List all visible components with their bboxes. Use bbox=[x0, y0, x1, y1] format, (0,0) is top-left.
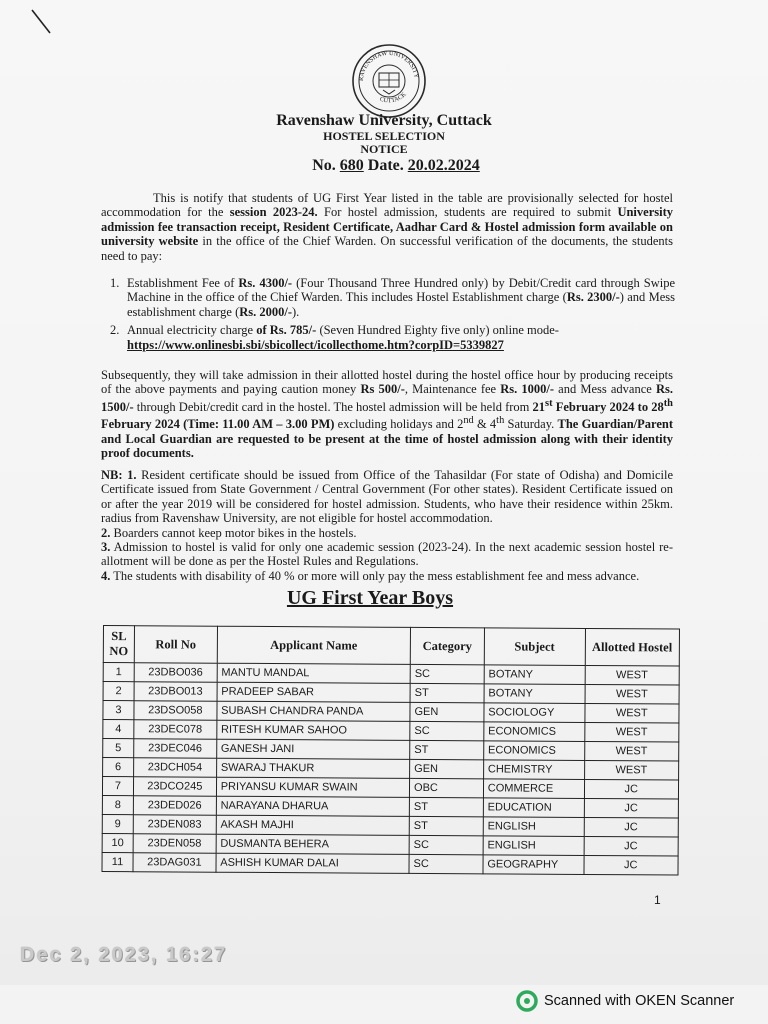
table-row bbox=[102, 852, 678, 875]
cell-subject: ECONOMICS bbox=[484, 722, 585, 742]
nb-notes bbox=[101, 468, 673, 583]
oken-logo-icon bbox=[516, 990, 538, 1012]
payment-link[interactable]: https://www.onlinesbi.sbi/sbicollect/icollecthome.htm?corpID=5339827 bbox=[127, 337, 504, 352]
cell-category: GEN bbox=[410, 702, 484, 721]
payment-item-1: 1. Establishment Fee of Rs. 4300/- (Four Thousand Three Hundred only) by Debit/Credit card through Swipe Machine in the office of the Chief Warden. This includes Hostel Establishment charge (Rs. 2300/-) and Mess establishment charge (Rs. 2000/-). bbox=[110, 276, 676, 319]
cell-hostel: WEST bbox=[585, 665, 680, 685]
cell-name: RITESH KUMAR SAHOO bbox=[217, 720, 410, 740]
cell-roll: 23DEN083 bbox=[133, 815, 216, 835]
cell-hostel: WEST bbox=[584, 741, 679, 761]
header-sl: SL NO bbox=[103, 626, 134, 663]
cell-roll: 23DEC078 bbox=[134, 720, 217, 740]
admission-paragraph: Subsequently, they will take admission in their allotted hostel during the hostel office hour by producing receipts of the above payments and paying caution money Rs 500/-, Maintenance fee Rs. 1000/- and Mess advance Rs. 1500/- through Debit/credit card in the hostel. The hostel admission will be held from 21st February 2024 to 28th February 2024 (Time: 11.00 AM – 3.00 PM) excluding holidays and 2nd & 4th Saturday. The Guardian/Parent and Local Guardian are requested to be present at the time of hostel admission along with their identity proof documents. bbox=[101, 368, 674, 461]
cell-category: SC bbox=[409, 835, 483, 854]
cell-hostel: JC bbox=[584, 798, 679, 818]
cell-sl: 5 bbox=[103, 739, 134, 758]
cell-hostel: JC bbox=[584, 836, 679, 856]
cell-sl: 7 bbox=[102, 777, 133, 796]
cell-category: ST bbox=[410, 683, 484, 702]
cell-sl: 3 bbox=[103, 701, 134, 720]
cell-hostel: WEST bbox=[584, 722, 679, 742]
notice-number: 680 bbox=[339, 157, 364, 174]
cell-roll: 23DCO245 bbox=[133, 777, 216, 797]
notice-number-line: No. 680 Date. 20.02.2024 bbox=[312, 157, 480, 174]
cell-hostel: JC bbox=[584, 817, 679, 837]
cell-hostel: WEST bbox=[585, 684, 680, 704]
cell-category: ST bbox=[410, 740, 484, 759]
svg-text:CUTTACK: CUTTACK bbox=[378, 90, 408, 105]
cell-name: GANESH JANI bbox=[216, 739, 409, 759]
cell-subject: EDUCATION bbox=[483, 798, 584, 818]
nb-item-3: 3. Admission to hostel is valid for only one academic session (2023-24). In the next academic session hostel re-allotment will be done as per the Hostel Rules and Regulations. bbox=[101, 540, 673, 569]
cell-name: PRIYANSU KUMAR SWAIN bbox=[216, 777, 409, 797]
nb-item-4: 4. The students with disability of 40 % or more will only pay the mess establishment fee and mess advance. bbox=[101, 568, 640, 583]
payment-list bbox=[110, 276, 675, 352]
scanner-watermark: Scanned with OKEN Scanner bbox=[516, 990, 734, 1012]
cell-sl: 1 bbox=[103, 663, 134, 682]
cell-subject: GEOGRAPHY bbox=[483, 855, 584, 875]
cell-subject: CHEMISTRY bbox=[483, 760, 584, 780]
intro-paragraph: This is notify that students of UG First Year listed in the table are provisionally selected for hostel accommodation for the session 2023-24. For hostel admission, students are required to submit University admission fee transaction receipt, Resident Certificate, Aadhar Card & Hostel admission form available on university website in the office of the Chief Warden. On successful verification of the documents, the students need to pay: bbox=[101, 191, 673, 263]
cell-name: AKASH MAJHI bbox=[216, 815, 409, 835]
cell-category: SC bbox=[410, 721, 484, 740]
svg-text:RAVENSHAW UNIVERSITY: RAVENSHAW UNIVERSITY bbox=[357, 49, 420, 82]
cell-name: DUSMANTA BEHERA bbox=[216, 834, 409, 854]
cell-hostel: WEST bbox=[584, 703, 679, 723]
section-title: UG First Year Boys bbox=[286, 587, 454, 609]
cell-roll: 23DEC046 bbox=[134, 739, 217, 759]
cell-sl: 8 bbox=[102, 795, 133, 814]
selection-table bbox=[101, 625, 679, 876]
header-name: Applicant Name bbox=[217, 626, 411, 664]
cell-category: SC bbox=[409, 854, 483, 873]
cell-sl: 10 bbox=[102, 833, 133, 852]
cell-name: NARAYANA DHARUA bbox=[216, 796, 409, 816]
cell-name: PRADEEP SABAR bbox=[217, 682, 410, 702]
cell-roll: 23DCH054 bbox=[134, 758, 217, 778]
header-hostel: Allotted Hostel bbox=[585, 628, 680, 666]
cell-subject: BOTANY bbox=[484, 684, 585, 704]
cell-subject: ECONOMICS bbox=[483, 741, 584, 761]
cell-hostel: JC bbox=[584, 779, 679, 799]
pen-mark-icon bbox=[30, 8, 54, 36]
cell-subject: SOCIOLOGY bbox=[484, 703, 585, 723]
cell-subject: ENGLISH bbox=[483, 836, 584, 856]
cell-roll: 23DED026 bbox=[133, 796, 216, 816]
cell-sl: 11 bbox=[102, 852, 133, 871]
cell-hostel: JC bbox=[584, 855, 679, 875]
cell-roll: 23DBO013 bbox=[134, 682, 217, 702]
cell-subject: ENGLISH bbox=[483, 817, 584, 837]
scan-timestamp: Dec 2, 2023, 16:27 bbox=[20, 944, 228, 966]
cell-subject: COMMERCE bbox=[483, 779, 584, 799]
nb-item-1: NB: 1. Resident certificate should be issued from Office of the Tahasildar (For state of Odisha) and Domicile Certificate issued from State Government / Central Government (For other states). Resident Certificate issued on or after the year 2019 will be considered for hostel admission. Students, who have their residence within 25km. radius from Ravenshaw University, are not eligible for hostel accommodation. bbox=[101, 468, 673, 526]
cell-sl: 9 bbox=[102, 814, 133, 833]
cell-name: MANTU MANDAL bbox=[217, 663, 410, 683]
university-name: Ravenshaw University, Cuttack bbox=[276, 112, 492, 129]
header-subject: Subject bbox=[484, 628, 585, 666]
cell-category: ST bbox=[409, 816, 483, 835]
cell-roll: 23DAG031 bbox=[133, 853, 216, 873]
cell-subject: BOTANY bbox=[484, 665, 585, 685]
cell-sl: 6 bbox=[103, 758, 134, 777]
cell-sl: 2 bbox=[103, 682, 134, 701]
cell-roll: 23DBO036 bbox=[134, 663, 217, 683]
page-number: 1 bbox=[654, 893, 661, 907]
header-category: Category bbox=[410, 627, 484, 664]
cell-roll: 23DSO058 bbox=[134, 701, 217, 721]
payment-item-2: 2. Annual electricity charge of Rs. 785/- (Seven Hundred Eighty five only) online mode- https://www.onlinesbi.sbi/sbicollect/icollecthome.htm?corpID=5339827 bbox=[110, 323, 559, 352]
notice-heading: NOTICE bbox=[360, 142, 408, 156]
cell-category: ST bbox=[409, 797, 483, 816]
university-seal-icon bbox=[350, 42, 428, 120]
cell-name: ASHISH KUMAR DALAI bbox=[216, 853, 409, 873]
cell-hostel: WEST bbox=[584, 760, 679, 780]
nb-item-2: 2. Boarders cannot keep motor bikes in the hostels. bbox=[101, 525, 357, 540]
cell-name: SUBASH CHANDRA PANDA bbox=[217, 701, 410, 721]
cell-category: OBC bbox=[409, 778, 483, 797]
cell-roll: 23DEN058 bbox=[133, 834, 216, 854]
cell-category: GEN bbox=[410, 759, 484, 778]
table-header-row bbox=[103, 626, 679, 667]
hostel-selection-heading: HOSTEL SELECTION bbox=[323, 129, 445, 143]
header-roll: Roll No bbox=[134, 626, 217, 664]
cell-name: SWARAJ THAKUR bbox=[216, 758, 409, 778]
cell-category: SC bbox=[410, 664, 484, 683]
notice-date: 20.02.2024 bbox=[407, 157, 480, 174]
cell-sl: 4 bbox=[103, 720, 134, 739]
